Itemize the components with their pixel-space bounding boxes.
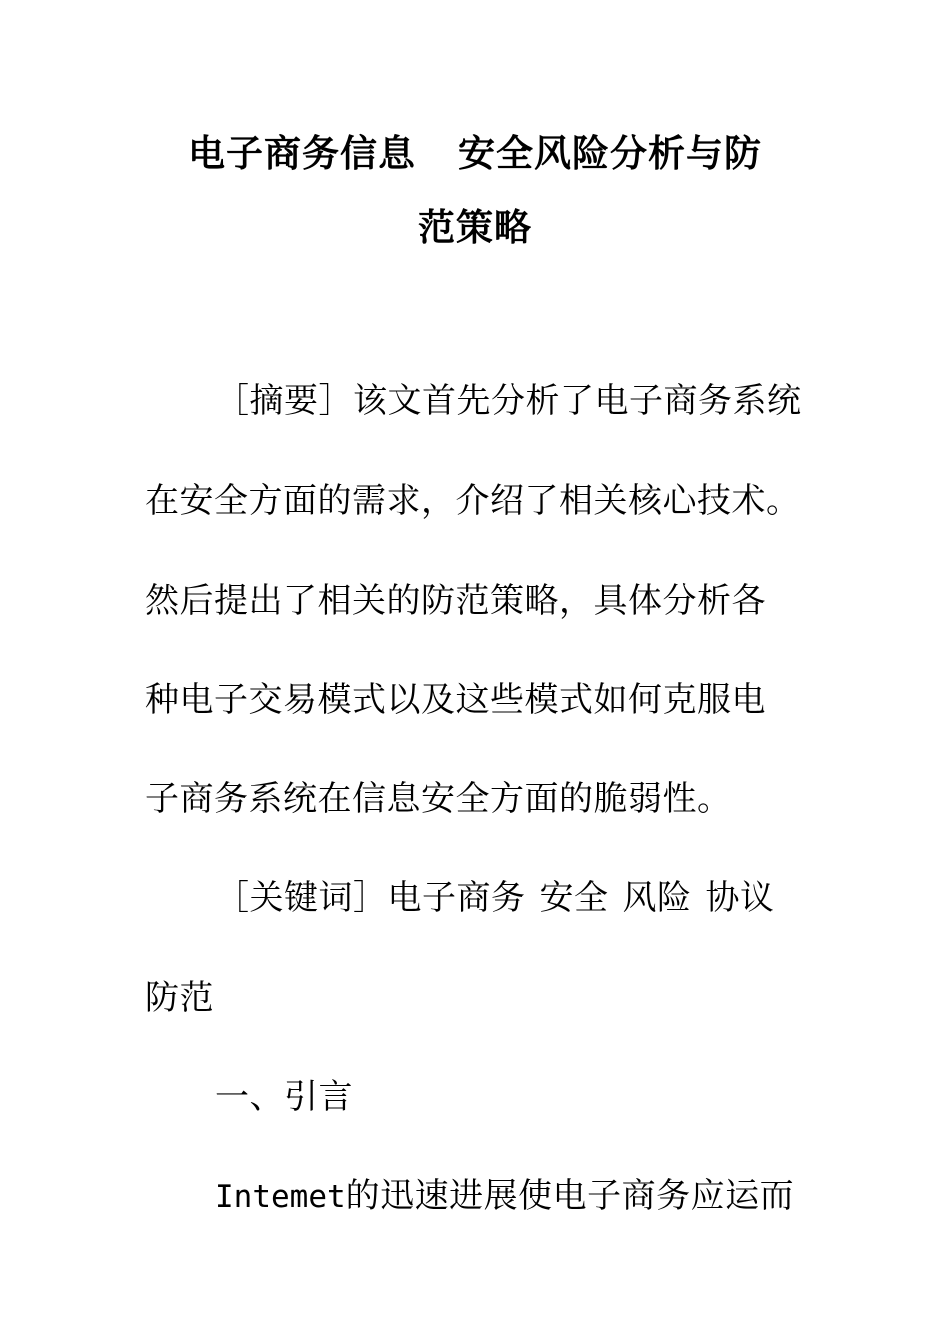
document-title-line-1 [145,132,805,176]
title-part-1: 电子商务信息 [188,132,416,175]
section-heading: 一、引言 [215,1077,353,1117]
body-text: 的迅速进展使电子商务应运而 [345,1176,795,1216]
abstract-line-1: ［摘要］该文首先分析了电子商务系统 [215,381,802,421]
latin-term: Intemet [215,1179,346,1215]
body-paragraph-line [215,1176,794,1217]
abstract-line-2: 在安全方面的需求，介绍了相关核心技术。 [145,481,801,521]
keyword-item: 安全 [539,878,609,918]
keywords-label: ［关键词］ [215,878,388,918]
keywords-line [215,878,775,918]
keyword-item: 协议 [705,878,775,918]
abstract-line-4: 种电子交易模式以及这些模式如何克服电 [145,680,766,720]
keywords-continuation: 防范 [145,978,214,1018]
document-title-line-2: 范策略 [418,206,532,249]
title-part-2: 安全风险分析与防 [458,132,762,175]
keyword-item: 风险 [622,878,692,918]
keyword-item: 电子商务 [387,878,526,918]
abstract-line-5: 子商务系统在信息安全方面的脆弱性。 [145,779,732,819]
abstract-line-3: 然后提出了相关的防范策略，具体分析各 [145,581,766,621]
